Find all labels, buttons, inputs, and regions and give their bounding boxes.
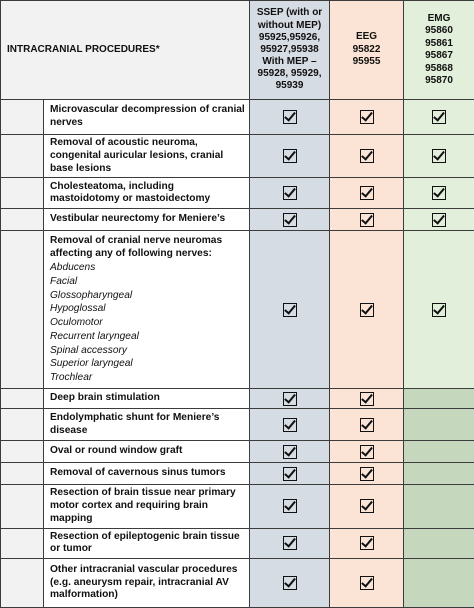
row-index-cell [1,463,44,485]
checked-box-icon [360,445,374,459]
emg-header-line: EMG [404,13,474,26]
procedure-cell [44,178,250,209]
procedure-name: Microvascular decompression of cranial nerves [50,104,245,128]
procedure-name: Cholesteatoma, including mastoidotomy or mastoidectomy [50,181,210,205]
procedure-name: Vestibular neurectomy for Meniere’s [50,213,225,224]
checked-box-icon [360,392,374,406]
ssep-cell [250,135,330,178]
table-row [1,178,474,209]
checked-box-icon [360,536,374,550]
nerve-item: Trochlear [50,371,245,385]
nerve-item: Glossopharyngeal [50,289,245,303]
checked-box-icon [360,499,374,513]
table-row [1,231,474,389]
table-row [1,463,474,485]
eeg-cell [330,463,404,485]
checked-box-icon [360,213,374,227]
eeg-cell [330,409,404,441]
procedure-name: Removal of cavernous sinus tumors [50,467,226,478]
emg-cell-empty [404,409,474,441]
emg-header-line: 95870 [404,75,474,88]
nerve-item: Superior laryngeal [50,357,245,371]
procedure-cell [44,135,250,178]
checked-box-icon [360,186,374,200]
ssep-header-line: without MEP) [250,20,329,32]
eeg-cell [330,100,404,135]
row-index-cell [1,231,44,389]
row-index-cell [1,528,44,559]
ssep-cell [250,559,330,608]
ssep-header-line: 95928, 95929, [250,68,329,80]
emg-header-line: 95860 [404,25,474,38]
procedure-name: Removal of cranial nerve neuromas affecting any of following nerves: [50,235,245,261]
ssep-cell [250,178,330,209]
checked-box-icon [360,149,374,163]
ssep-cell [250,409,330,441]
checked-box-icon [283,467,297,481]
nerve-item: Recurrent laryngeal [50,330,245,344]
table-row [1,441,474,463]
ssep-cell [250,463,330,485]
table-row [1,409,474,441]
procedure-name: Deep brain stimulation [50,392,160,403]
eeg-header [330,1,404,100]
procedure-name: Other intracranial vascular procedures (e.g. aneurysm repair, intracranial AV malformation) [50,564,237,601]
emg-cell-empty [404,485,474,528]
nerve-item: Hypoglossal [50,302,245,316]
ssep-cell [250,231,330,389]
row-index-cell [1,209,44,231]
checked-box-icon [283,499,297,513]
emg-header-line: 95861 [404,38,474,51]
eeg-cell [330,559,404,608]
checked-box-icon [283,186,297,200]
checked-box-icon [283,303,297,317]
row-index-cell [1,559,44,608]
emg-cell [404,135,474,178]
ssep-header-line: With MEP – [250,56,329,68]
ssep-header-line: 95927,95938 [250,44,329,56]
checked-box-icon [283,149,297,163]
checked-box-icon [283,213,297,227]
checked-box-icon [360,576,374,590]
procedure-cell [44,441,250,463]
procedure-name: Resection of epileptogenic brain tissue or tumor [50,531,240,555]
ssep-cell [250,100,330,135]
emg-cell-empty [404,559,474,608]
checked-box-icon [283,418,297,432]
checked-box-icon [432,213,446,227]
table-row [1,209,474,231]
checked-box-icon [283,445,297,459]
row-index-cell [1,178,44,209]
procedure-cell [44,528,250,559]
table-title-text: INTRACRANIAL PROCEDURES* [7,44,160,55]
emg-cell-empty [404,389,474,409]
checked-box-icon [360,110,374,124]
ssep-header [250,1,330,100]
emg-header-line: 95868 [404,63,474,76]
table-row [1,559,474,608]
checked-box-icon [432,303,446,317]
emg-cell [404,178,474,209]
procedure-cell [44,559,250,608]
procedure-name: Endolymphatic shunt for Meniere’s disease [50,412,219,436]
ssep-header-line: SSEP (with or [250,7,329,19]
checked-box-icon [283,392,297,406]
procedure-cell [44,209,250,231]
checked-box-icon [283,576,297,590]
eeg-cell [330,485,404,528]
table-row [1,135,474,178]
ssep-header-line: 95939 [250,80,329,92]
eeg-cell [330,389,404,409]
procedure-cell [44,463,250,485]
table-row [1,389,474,409]
checked-box-icon [432,186,446,200]
emg-cell [404,209,474,231]
table-row [1,528,474,559]
checked-box-icon [432,149,446,163]
eeg-header-line: 95822 [330,44,403,57]
eeg-header-line: EEG [330,31,403,44]
table-row [1,100,474,135]
procedure-name: Oval or round window graft [50,445,182,456]
row-index-cell [1,441,44,463]
checked-box-icon [360,418,374,432]
emg-cell-empty [404,441,474,463]
nerve-item: Spinal accessory [50,344,245,358]
ssep-cell [250,528,330,559]
checked-box-icon [283,110,297,124]
checked-box-icon [283,536,297,550]
procedure-name: Resection of brain tissue near primary motor cortex and requiring brain mapping [50,487,236,524]
ssep-header-line: 95925,95926, [250,32,329,44]
ssep-cell [250,389,330,409]
checked-box-icon [432,110,446,124]
procedure-cell [44,100,250,135]
nerve-item: Abducens [50,261,245,275]
eeg-cell [330,441,404,463]
emg-cell-empty [404,528,474,559]
emg-cell [404,100,474,135]
row-index-cell [1,135,44,178]
procedure-cell [44,485,250,528]
eeg-cell [330,231,404,389]
eeg-header-line: 95955 [330,56,403,69]
procedure-cell [44,409,250,441]
row-index-cell [1,389,44,409]
procedure-cell [44,389,250,409]
row-index-cell [1,100,44,135]
row-index-cell [1,409,44,441]
ssep-cell [250,209,330,231]
emg-cell-empty [404,463,474,485]
header-row [1,1,474,100]
nerve-item: Oculomotor [50,316,245,330]
checked-box-icon [360,303,374,317]
emg-cell [404,231,474,389]
checked-box-icon [360,467,374,481]
emg-header [404,1,474,100]
table-row [1,485,474,528]
eeg-cell [330,135,404,178]
nerve-item: Facial [50,275,245,289]
eeg-cell [330,209,404,231]
ssep-cell [250,485,330,528]
eeg-cell [330,178,404,209]
row-index-cell [1,485,44,528]
eeg-cell [330,528,404,559]
ssep-cell [250,441,330,463]
procedure-name: Removal of acoustic neuroma, congenital auricular lesions, cranial base lesions [50,137,223,174]
procedure-cell [44,231,250,389]
emg-header-line: 95867 [404,50,474,63]
table-title [1,1,250,100]
